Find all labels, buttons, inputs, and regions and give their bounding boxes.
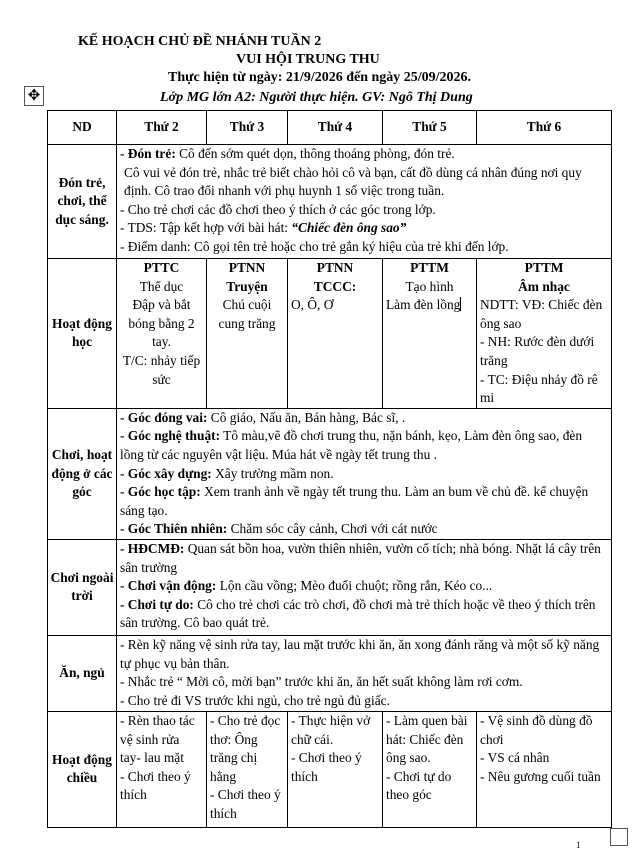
an-ngu-line: - Nhắc trẻ “ Mời cô, mời bạn” trước khi ăn, ăn hết suất không làm rơi cơm. xyxy=(120,674,523,690)
label-ngoai-troi: Chơi ngoài trời xyxy=(48,539,117,635)
content-an-ngu[interactable] xyxy=(117,635,612,711)
hdh-thu-subject: PTTM xyxy=(410,260,449,275)
chieu-mon-line: - Chơi theo ý thích xyxy=(120,768,191,803)
row-an-ngu xyxy=(48,635,612,711)
don-tre-text: Cô đến sớm quét dọn, thông thoáng phòng, đón trẻ. xyxy=(175,146,455,161)
content-choi-goc[interactable] xyxy=(117,408,612,539)
chieu-wed-line: - Thực hiện vở chữ cái. xyxy=(291,712,371,747)
hdh-mon[interactable] xyxy=(117,259,207,409)
chieu-thu-line: - Chơi tự do theo góc xyxy=(386,768,452,803)
hdh-thu-line: Tạo hình xyxy=(405,278,454,294)
chieu-wed[interactable] xyxy=(288,711,383,827)
goc-xay-dung-text: Xây trường mầm non. xyxy=(211,465,334,481)
goc-dong-vai-text: Cô giáo, Nấu ăn, Bán hàng, Bác sĩ, . xyxy=(207,409,406,425)
header-thu: Thứ 5 xyxy=(383,111,477,145)
hdh-fri-line: NDTT: VĐ: Chiếc đèn ông sao xyxy=(480,297,603,331)
hdh-thu-line: Làm đèn lồng xyxy=(386,297,461,313)
don-tre-greeting: Cô vui vẻ đón trẻ, nhắc trẻ biết chào hỏi cô và bạn, cất đồ dùng cá nhân đúng nơi quy định. Cô trao đổi nhanh với phụ huynh 1 số việc trong tuần. xyxy=(124,164,582,199)
hdh-wed-line: O, Ô, Ơ xyxy=(291,297,334,313)
label-chieu: Hoạt động chiều xyxy=(48,711,117,827)
goc-thien-nhien-heading: - Góc Thiên nhiên: xyxy=(120,521,228,537)
chieu-thu[interactable] xyxy=(383,711,477,827)
label-choi-goc: Chơi, hoạt động ở các góc xyxy=(48,408,117,539)
hdcmd-heading: - HĐCMĐ: xyxy=(120,540,185,556)
table-resize-handle[interactable] xyxy=(610,828,628,846)
hdh-tue[interactable] xyxy=(207,259,288,409)
hdh-fri[interactable] xyxy=(477,259,612,409)
chieu-mon[interactable] xyxy=(117,711,207,827)
row-don-tre xyxy=(48,145,612,259)
hdh-mon-line: Đập và bắt bóng bằng 2 tay. xyxy=(128,297,195,350)
chieu-tue-line: - Cho trẻ đọc thơ: Ông trăng chị hằng xyxy=(210,712,281,784)
attendance-text: - Điểm danh: Cô gọi tên trẻ hoặc cho trẻ gắn ký hiệu của trẻ khi đến lớp. xyxy=(120,238,509,254)
chieu-wed-line: - Chơi theo ý thích xyxy=(291,750,362,784)
choi-tu-do-text: Cô cho trẻ chơi các trò chơi, đồ chơi mà trẻ thích hoặc về theo ý thích trên sân trường. Cô bao quát trẻ. xyxy=(120,596,596,631)
chieu-tue[interactable] xyxy=(207,711,288,827)
hdh-fri-sub: Âm nhạc xyxy=(518,278,570,294)
choi-tu-do-heading: - Chơi tự do: xyxy=(120,596,194,612)
hdh-fri-line: - NH: Rước đèn dưới trăng xyxy=(480,334,595,368)
hdh-mon-subject: PTTC xyxy=(143,260,180,275)
label-hoat-dong-hoc: Hoạt động học xyxy=(48,259,117,409)
chieu-fri[interactable] xyxy=(477,711,612,827)
hdh-wed-sub: TCCC: xyxy=(313,278,357,294)
row-chieu xyxy=(48,711,612,827)
hdh-wed[interactable] xyxy=(288,259,383,409)
label-don-tre: Đón trẻ, chơi, thể dục sáng. xyxy=(48,145,117,259)
chieu-tue-line: - Chơi theo ý thích xyxy=(210,787,281,821)
plan-title: KẾ HOẠCH CHỦ ĐỀ NHÁNH TUẦN 2 xyxy=(78,34,322,49)
weekly-plan-table xyxy=(47,110,612,828)
goc-thien-nhien-text: Chăm sóc cây cảnh, Chơi với cát nước xyxy=(227,521,438,537)
goc-dong-vai-heading: - Góc đóng vai: xyxy=(120,409,208,425)
goc-hoc-tap-heading: - Góc học tập: xyxy=(120,484,201,500)
header-mon: Thứ 2 xyxy=(117,111,207,145)
hdcmd-text: Quan sát bồn hoa, vườn thiên nhiên, vườn cổ tích; nhà bóng. Nhặt lá cây trên sân trường xyxy=(120,540,601,575)
class-teacher: Lớp MG lớn A2: Người thực hiện. GV: Ngô Thị Dung xyxy=(160,90,473,105)
date-range: Thực hiện từ ngày: 21/9/2026 đến ngày 25/09/2026. xyxy=(168,70,472,85)
header-tue: Thứ 3 xyxy=(207,111,288,145)
hdh-tue-line: Chú cuội cung trăng xyxy=(218,297,276,331)
hdh-fri-line: - TC: Điệu nhảy đồ rê mi xyxy=(480,371,598,406)
table-move-icon[interactable]: ✥ xyxy=(24,86,44,106)
hdh-mon-line: Thể dục xyxy=(139,278,184,294)
an-ngu-line: - Rèn kỹ năng vệ sinh rửa tay, lau mặt trước khi ăn, ăn xong đánh răng và một số kỹ năng tự phục vụ bản thân. xyxy=(120,636,600,671)
hdh-tue-subject: PTNN xyxy=(228,260,266,275)
goc-nghe-thuat-text: Tô màu,vẽ đồ chơi trung thu, nặn bánh, kẹo, Làm đèn ông sao, đèn lồng từ các nguyên vật liệu. Múa hát về ngày tết trung thu . xyxy=(120,428,583,462)
content-don-tre[interactable] xyxy=(117,145,612,259)
tds-song: “Chiếc đèn ông sao” xyxy=(291,220,407,236)
header-row xyxy=(48,111,612,145)
goc-nghe-thuat-heading: - Góc nghệ thuật: xyxy=(120,428,221,444)
row-ngoai-troi xyxy=(48,539,612,635)
chieu-thu-line: - Làm quen bài hát: Chiếc đèn ông sao. xyxy=(386,712,468,766)
row-choi-goc xyxy=(48,408,612,539)
header-fri: Thứ 6 xyxy=(477,111,612,145)
hdh-tue-sub: Truyện xyxy=(226,278,268,294)
content-ngoai-troi[interactable] xyxy=(117,539,612,635)
hdh-wed-subject: PTNN xyxy=(316,260,354,275)
hdh-mon-line: T/C: nhảy tiếp sức xyxy=(122,352,201,387)
label-an-ngu: Ăn, ngủ xyxy=(48,635,117,711)
header-nd: ND xyxy=(48,111,117,145)
choi-van-dong-heading: - Chơi vận động: xyxy=(120,578,217,594)
chieu-fri-line: - VS cá nhân xyxy=(480,750,550,766)
choi-van-dong-text: Lộn cầu vồng; Mèo đuổi chuột; rồng rắn, Kéo co... xyxy=(216,578,493,594)
row-hoat-dong-hoc xyxy=(48,259,612,409)
goc-xay-dung-heading: - Góc xây dựng: xyxy=(120,465,212,481)
chieu-fri-line: - Nêu gương cuối tuần xyxy=(480,768,601,784)
don-tre-play: - Cho trẻ chơi các đồ chơi theo ý thích ở các góc trong lớp. xyxy=(120,201,436,217)
an-ngu-line: - Cho trẻ đi VS trước khi ngủ, cho trẻ ngủ đủ giấc. xyxy=(120,692,390,708)
hdh-fri-subject: PTTM xyxy=(524,260,564,275)
text-cursor xyxy=(460,297,461,311)
hdh-thu[interactable] xyxy=(383,259,477,409)
don-tre-heading: - Đón trẻ: xyxy=(120,146,176,161)
goc-hoc-tap-text: Xem tranh ảnh về ngày tết trung thu. Làm an bum về chủ đề. kể chuyện sáng tạo. xyxy=(120,484,589,518)
page-number: 1 xyxy=(576,840,581,850)
chieu-mon-line: - Rèn thao tác vệ sinh rửa tay- lau mặt xyxy=(120,712,195,766)
chieu-fri-line: - Vệ sinh đồ dùng đồ chơi xyxy=(480,712,593,747)
header-wed: Thứ 4 xyxy=(288,111,383,145)
theme-title: VUI HỘI TRUNG THU xyxy=(236,52,380,67)
tds-text: - TDS: Tập kết hợp với bài hát: xyxy=(120,220,292,236)
